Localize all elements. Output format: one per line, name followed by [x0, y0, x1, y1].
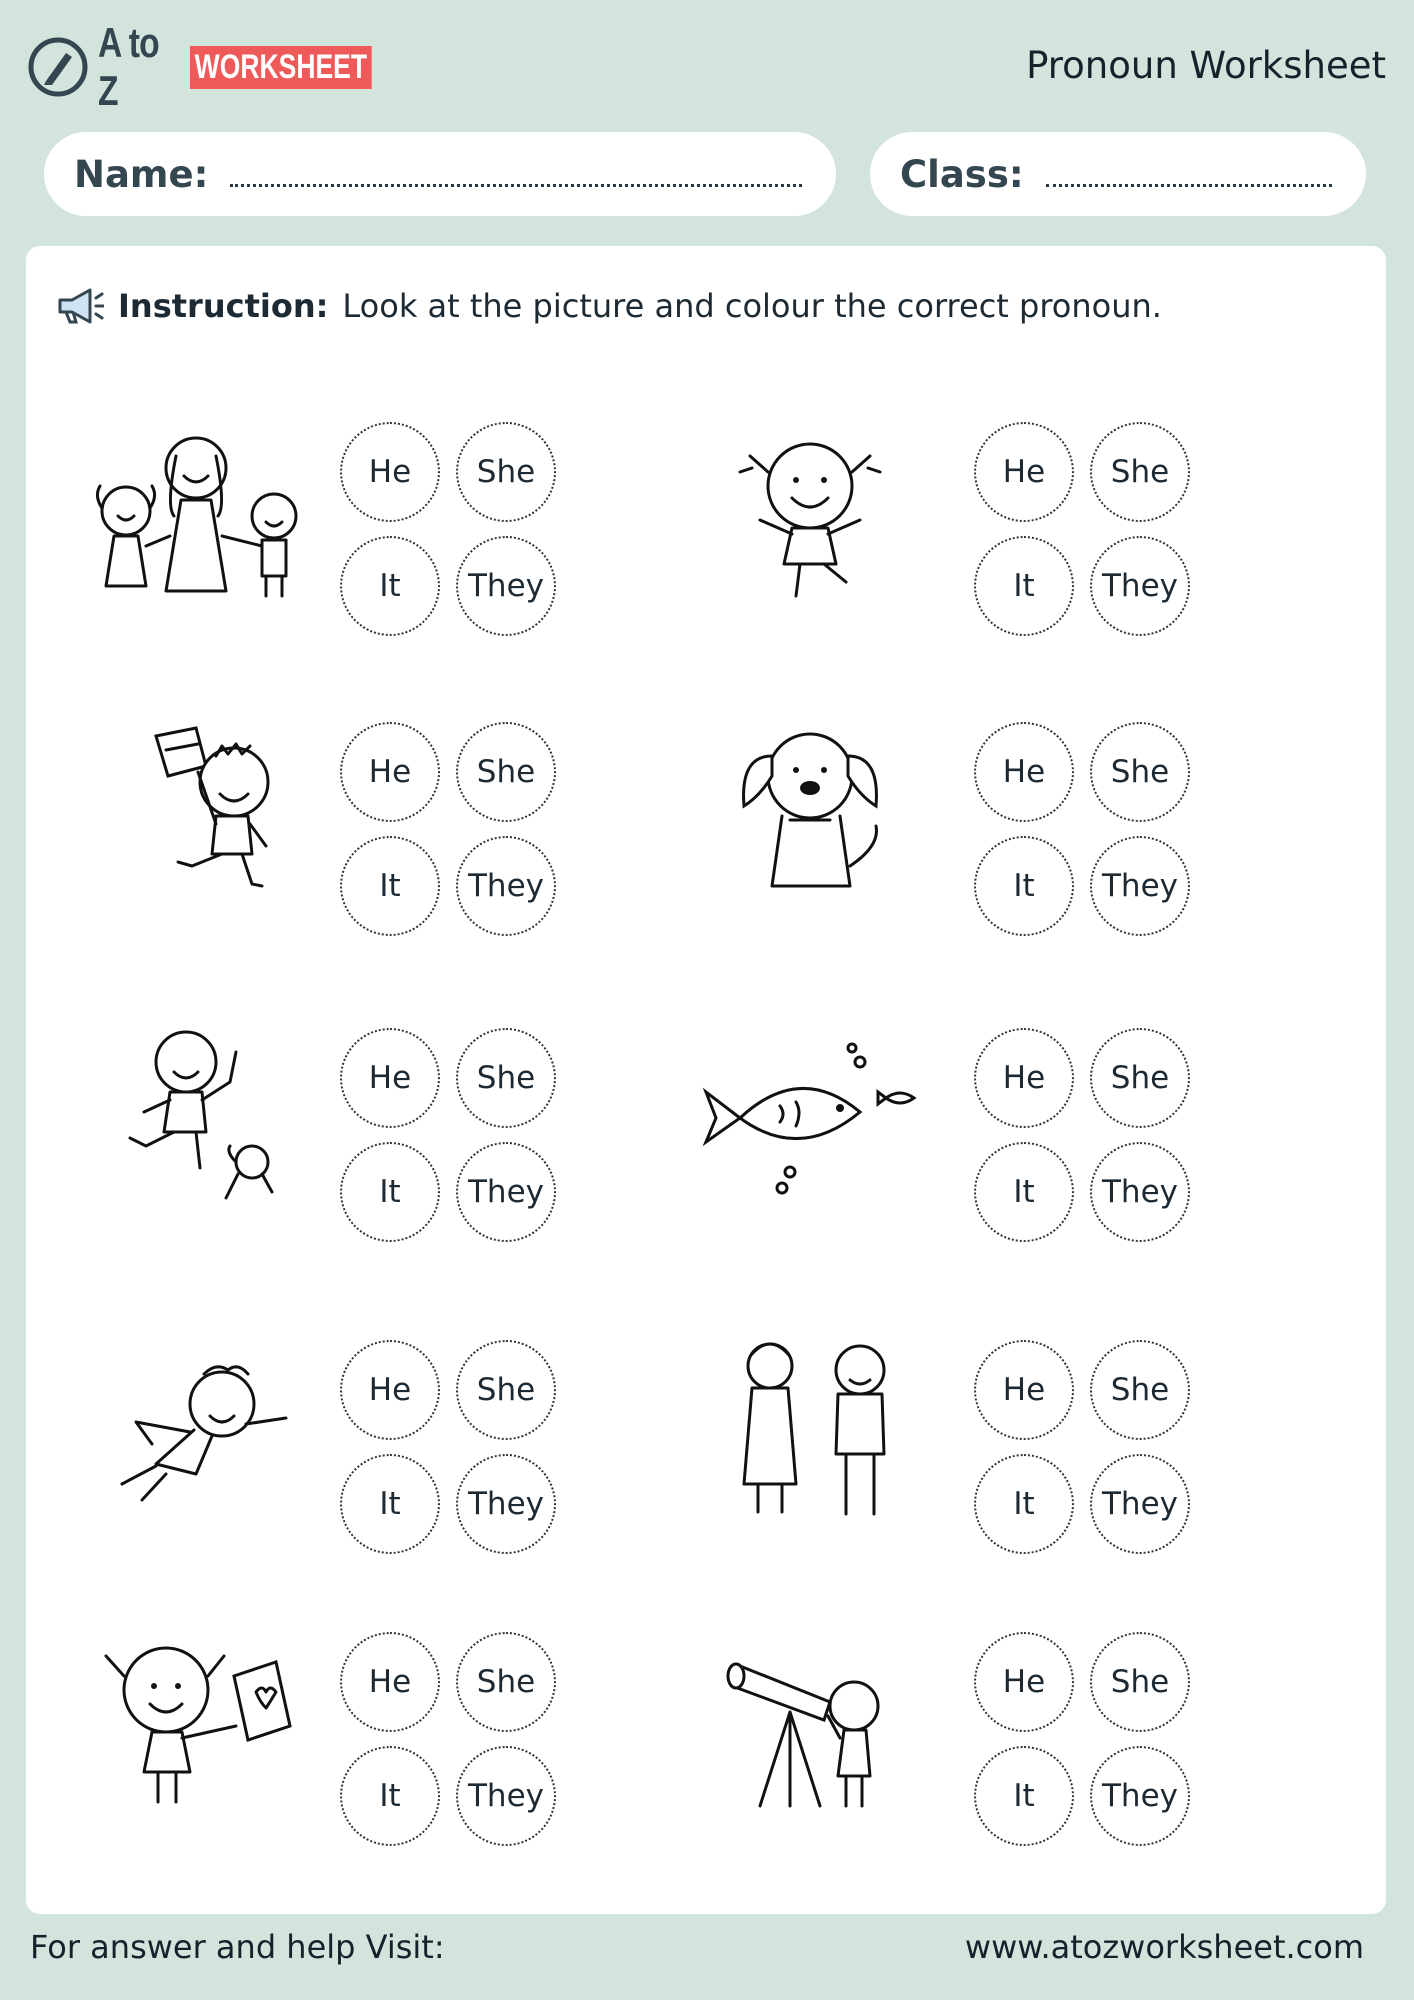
option-it[interactable]: It [340, 1142, 440, 1242]
question-item [660, 686, 1280, 926]
girl-with-telescope-picture [700, 1626, 940, 1816]
name-field[interactable] [44, 132, 836, 216]
option-he[interactable]: He [340, 1028, 440, 1128]
question-item [26, 992, 646, 1232]
option-it[interactable]: It [974, 1454, 1074, 1554]
option-they[interactable]: They [456, 1454, 556, 1554]
fish-picture [700, 1022, 940, 1212]
option-they[interactable]: They [456, 536, 556, 636]
option-he[interactable]: He [340, 422, 440, 522]
class-dotted-line[interactable] [1046, 184, 1332, 187]
question-item [26, 1304, 646, 1544]
footer-website-link[interactable]: www.atozworksheet.com [964, 1928, 1364, 1966]
question-item [26, 1596, 646, 1836]
pen-logo-icon [28, 37, 88, 97]
instruction [54, 286, 1162, 326]
option-he[interactable]: He [974, 1632, 1074, 1732]
boy-with-puppy-picture [66, 1022, 306, 1212]
option-it[interactable]: It [340, 536, 440, 636]
option-she[interactable]: She [1090, 1028, 1190, 1128]
option-she[interactable]: She [1090, 422, 1190, 522]
girl-with-letter-picture [66, 1626, 306, 1816]
instruction-label: Instruction: [118, 287, 329, 325]
option-he[interactable]: He [340, 1340, 440, 1440]
option-it[interactable]: It [974, 1746, 1074, 1846]
logo-badge: WORKSHEET [190, 46, 372, 89]
family-group-picture [66, 416, 306, 606]
option-they[interactable]: They [1090, 836, 1190, 936]
page-title: Pronoun Worksheet [1026, 44, 1386, 87]
question-item [26, 386, 646, 626]
question-item [660, 992, 1280, 1232]
elderly-couple-picture [700, 1334, 940, 1524]
option-they[interactable]: They [1090, 1142, 1190, 1242]
boy-with-bag-picture [66, 716, 306, 906]
option-she[interactable]: She [456, 1340, 556, 1440]
option-she[interactable]: She [456, 722, 556, 822]
question-item [26, 686, 646, 926]
class-label: Class: [900, 152, 1024, 196]
class-field[interactable] [870, 132, 1366, 216]
option-they[interactable]: They [1090, 1454, 1190, 1554]
question-item [660, 386, 1280, 626]
option-they[interactable]: They [1090, 1746, 1190, 1846]
name-label: Name: [74, 152, 209, 196]
instruction-text: Look at the picture and colour the correct pronoun. [342, 287, 1162, 325]
option-it[interactable]: It [974, 536, 1074, 636]
option-he[interactable]: He [974, 1340, 1074, 1440]
question-item [660, 1304, 1280, 1544]
option-he[interactable]: He [974, 422, 1074, 522]
option-he[interactable]: He [340, 722, 440, 822]
option-they[interactable]: They [456, 1746, 556, 1846]
option-he[interactable]: He [974, 722, 1074, 822]
option-it[interactable]: It [974, 1142, 1074, 1242]
option-it[interactable]: It [340, 1746, 440, 1846]
flying-superhero-boy-picture [66, 1334, 306, 1524]
logo-text: A to Z [98, 19, 159, 114]
option-she[interactable]: She [456, 1028, 556, 1128]
megaphone-icon [54, 286, 104, 326]
option-they[interactable]: They [1090, 536, 1190, 636]
question-item [660, 1596, 1280, 1836]
option-it[interactable]: It [340, 836, 440, 936]
option-it[interactable]: It [974, 836, 1074, 936]
sitting-dog-picture [700, 716, 940, 906]
option-she[interactable]: She [456, 422, 556, 522]
footer-help-text: For answer and help Visit: [30, 1928, 445, 1966]
option-they[interactable]: They [456, 1142, 556, 1242]
option-he[interactable]: He [340, 1632, 440, 1732]
option-she[interactable]: She [1090, 1340, 1190, 1440]
option-it[interactable]: It [340, 1454, 440, 1554]
option-they[interactable]: They [456, 836, 556, 936]
option-she[interactable]: She [1090, 722, 1190, 822]
option-she[interactable]: She [456, 1632, 556, 1732]
option-she[interactable]: She [1090, 1632, 1190, 1732]
name-dotted-line[interactable] [230, 184, 802, 187]
option-he[interactable]: He [974, 1028, 1074, 1128]
worksheet-panel [26, 246, 1386, 1914]
dancing-girl-picture [700, 416, 940, 606]
brand-logo [28, 19, 423, 114]
